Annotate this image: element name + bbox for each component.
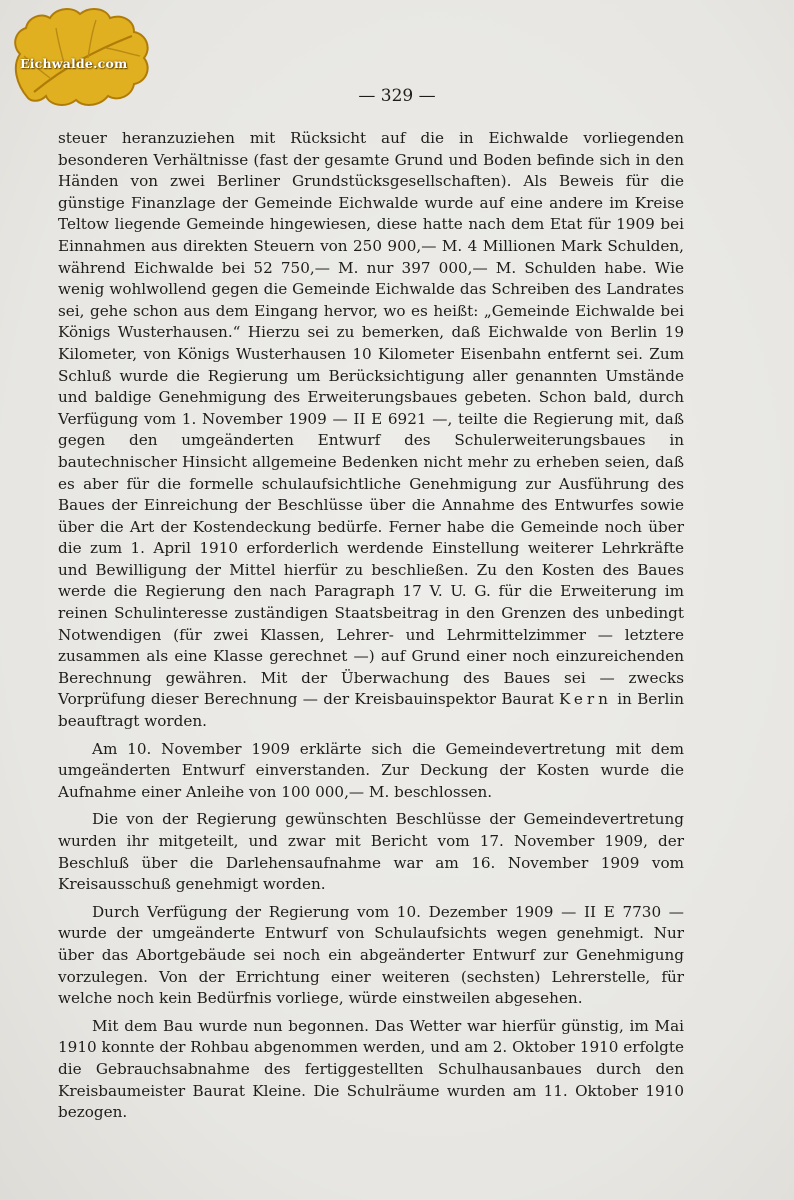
paragraph-1 [58, 128, 684, 733]
paragraph-1-end: in Berlin beauftragt worden. [58, 690, 684, 731]
paragraph-3: Die von der Regierung gewünschten Beschlüsse der Gemeindevertretung wurden ihr mitgeteilt, und zwar mit Bericht vom 17. November 1909, der Beschluß über die Darlehensaufnahme war am 16. November 1909 vom Kreisausschuß genehmigt worden. [58, 810, 684, 894]
body-text [58, 128, 684, 1124]
spaced-name: Kern [558, 690, 612, 709]
logo-text: Eichwalde.com [20, 56, 128, 71]
paragraph-1-text: steuer heranzuziehen mit Rücksicht auf die in Eichwalde vorliegenden besonderen Verhältnisse (fast der gesamte Grund und Boden befinde sich in den Händen von zwei Berliner Grundstücksgesellschaften). Als Beweis für die günstige Finanzlage der Gemeinde Eichwalde wurde auf eine andere im Kreise Teltow liegende Gemeinde hingewiesen, diese hatte nach dem Etat für 1909 bei Einnahmen aus direkten Steuern von 250 900,— M. 4 Millionen Mark Schulden, während Eichwalde bei 52 750,— M. nur 397 000,— M. Schulden habe. Wie wenig wohlwollend gegen die Gemeinde Eichwalde das Schreiben des Landrates sei, gehe schon aus dem Eingang hervor, wo es heißt: „Gemeinde Eichwalde bei Königs Wusterhausen.“ Hierzu sei zu bemerken, daß Eichwalde von Berlin 19 Kilometer, von Königs Wusterhausen 10 Kilometer Eisenbahn entfernt sei. Zum Schluß wurde die Regierung um Berücksichtigung aller genannten Umstände und baldige Genehmigung des Erweiterungsbaues gebeten. Schon bald, durch Verfügung vom 1. November 1909 — II E 6921 —, teilte die Regierung mit, daß gegen den umgeänderten Entwurf des Schulerweiterungsbaues in bautechnischer Hinsicht allgemeine Bedenken nicht mehr zu erheben seien, daß es aber für die formelle schulaufsichtliche Genehmigung zur Ausführung des Baues der Einreichung der Beschlüsse über die Annahme des Entwurfes sowie über die Art der Kostendeckung bedürfe. Ferner habe die Gemeinde noch über die zum 1. April 1910 erforderlich werdende Einstellung weiterer Lehrkräfte und Bewilligung der Mittel hierfür zu beschließen. Zu den Kosten des Baues werde die Regierung den nach Paragraph 17 V. U. G. für die Erweiterung im reinen Schulinteresse zuständigen Staatsbeitrag in den Grenzen des unbedingt Notwendigen (für zwei Klassen, Lehrer- und Lehrmittelzimmer — letztere zusammen als eine Klasse gerechnet —) auf Grund einer noch einzureichenden Berechnung gewähren. Mit der Überwachung des Baues sei — zwecks Vorprüfung dieser Berechnung — der Kreisbauinspektor Baurat [58, 129, 684, 709]
paragraph-2: Am 10. November 1909 erklärte sich die Gemeindevertretung mit dem umgeänderten Entwurf einverstanden. Zur Deckung der Kosten wurde die Aufnahme einer Anleihe von 100 000,— M. beschlossen. [58, 739, 684, 801]
paragraph-5: Mit dem Bau wurde nun begonnen. Das Wetter war hierfür günstig, im Mai 1910 konnte der Rohbau abgenommen werden, und am 2. Oktober 1910 erfolgte die Gebrauchsabnahme des fertiggestellten Schulhausanbaues durch den Kreisbaumeister Baurat Kleine. Die Schulräume wurden am 11. Oktober 1910 bezogen. [58, 1016, 684, 1122]
page-number: — 329 — [358, 86, 436, 106]
paragraph-4: Durch Verfügung der Regierung vom 10. Dezember 1909 — II E 7730 — wurde der umgeänderte Entwurf von Schulaufsichts wegen genehmigt. Nur über das Abortgebäude sei noch ein abgeänderter Entwurf zur Genehmigung vorzulegen. Von der Errichtung einer weiteren (sechsten) Lehrerstelle, für welche noch kein Bedürfnis vorliege, würde einstweilen abgesehen. [58, 902, 684, 1008]
